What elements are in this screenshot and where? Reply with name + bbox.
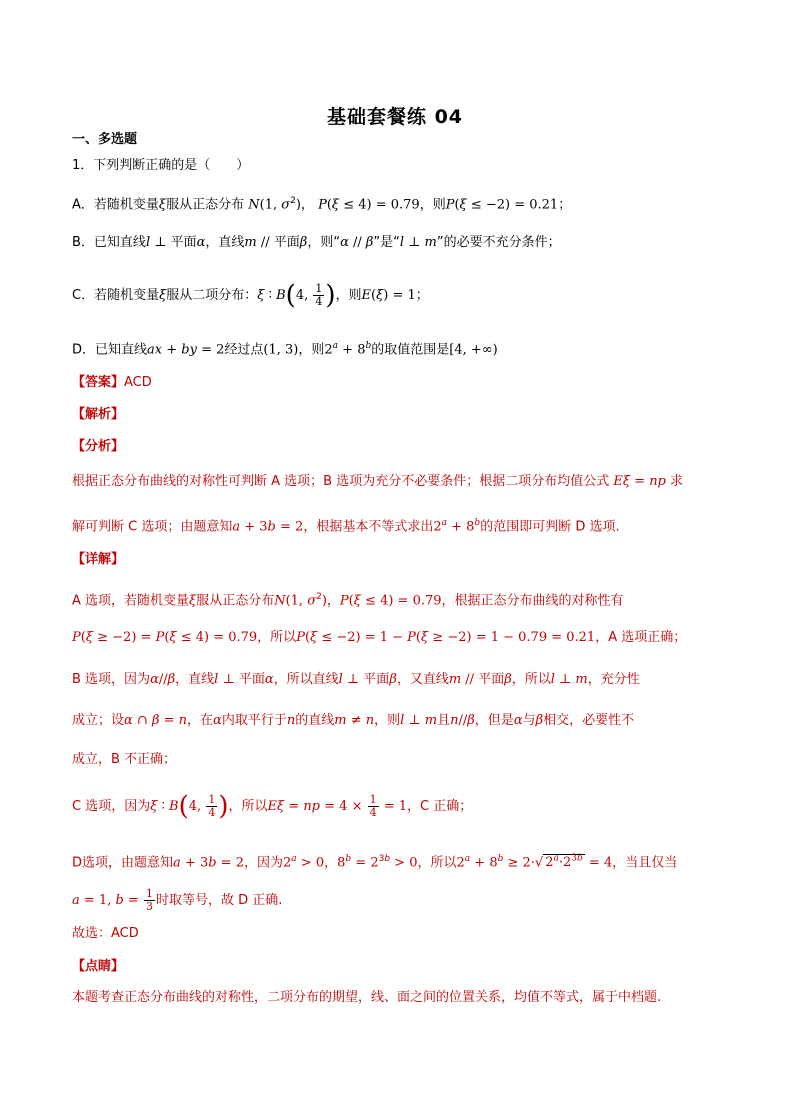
- dianjing-text: 本题考查正态分布曲线的对称性，二项分布的期望，线、面之间的位置关系，均值不等式，属于中档题.: [72, 990, 662, 1005]
- fenxi-line-2: 解可判断 C 选项；由题意知a + 3b = 2，根据基本不等式求出$2^a + 8^b$的范围即可判断 D 选项.: [72, 518, 620, 535]
- detail-c-line: C 选项，因为ξ ∶ B(4, $\frac{1}{4}$ )，所以Eξ = np = 4 × $\frac{1}{4}$ = 1，C 正确；: [72, 791, 473, 822]
- question-stem: 1．下列判断正确的是（ ）: [72, 158, 250, 173]
- detail-b-line-1: B 选项，因为α//β，直线l ⊥ 平面α，所以直线l ⊥ 平面β，又直线m // 平面β，所以l ⊥ m，充分性: [72, 672, 640, 687]
- detail-a-line-1: A 选项，若随机变量ξ服从正态分布N(1, $\sigma^2$)，P(ξ ≤ 4) = 0.79，根据正态分布曲线的对称性有: [72, 592, 624, 609]
- fenxi-heading: 【分析】: [72, 439, 125, 454]
- answer-line: 【答案】ACD: [72, 375, 152, 390]
- final-choice: 故选：ACD: [72, 926, 139, 941]
- detail-d-line-1: D选项，由题意知a + 3b = 2，因为$2^a > 0$，$8^b = 2^{3b} > 0$，所以$2^a + 8^b \ge 2\cdot√$ $2^a\cdot 2^{3b} = 4$，当且仅当: [72, 854, 678, 871]
- fenxi-line-1: 根据正态分布曲线的对称性可判断 A 选项；B 选项为充分不必要条件；根据二项分布均值公式 Eξ = np 求: [72, 474, 684, 489]
- detail-a-line-2: P(ξ ≥ −2) = P(ξ ≤ 4) = 0.79，所以P(ξ ≤ −2) = 1 − P(ξ ≥ −2) = 1 − 0.79 = 0.21，A 选项正确；: [72, 630, 687, 645]
- detail-d-line-2: a = 1, b = $\frac{1}{3}$ 时取等号，故 D 正确.: [72, 887, 283, 913]
- option-d: D．已知直线ax + by = 2经过点(1, 3)，则$2^a + 8^b$的取值范围是[4, +∞): [72, 341, 498, 358]
- option-b: B．已知直线l ⊥ 平面α，直线m // 平面β，则“α // β”是“l ⊥ m”的必要不充分条件；: [72, 235, 561, 250]
- option-c: C．若随机变量ξ服从二项分布：ξ ∶ B(4, $\frac{1}{4}$ )，则E(ξ) = 1；: [72, 280, 429, 311]
- detail-b-line-2: 成立；设α ∩ β = n，在α内取平行于n的直线m ≠ n，则l ⊥ m且n//β，但是α与β相交，必要性不: [72, 713, 635, 728]
- option-a: A．若随机变量ξ服从正态分布 N(1, $\sigma^2$)， P(ξ ≤ 4) = 0.79，则P(ξ ≤ −2) = 0.21；: [72, 196, 572, 213]
- section-heading: 一、多选题: [72, 132, 138, 147]
- page-title: 基础套餐练 04: [326, 106, 464, 128]
- analysis-heading: 【解析】: [72, 407, 125, 422]
- detail-b-line-3: 成立，B 不正确；: [72, 752, 177, 767]
- detail-heading: 【详解】: [72, 552, 125, 567]
- dianjing-heading: 【点睛】: [72, 959, 125, 974]
